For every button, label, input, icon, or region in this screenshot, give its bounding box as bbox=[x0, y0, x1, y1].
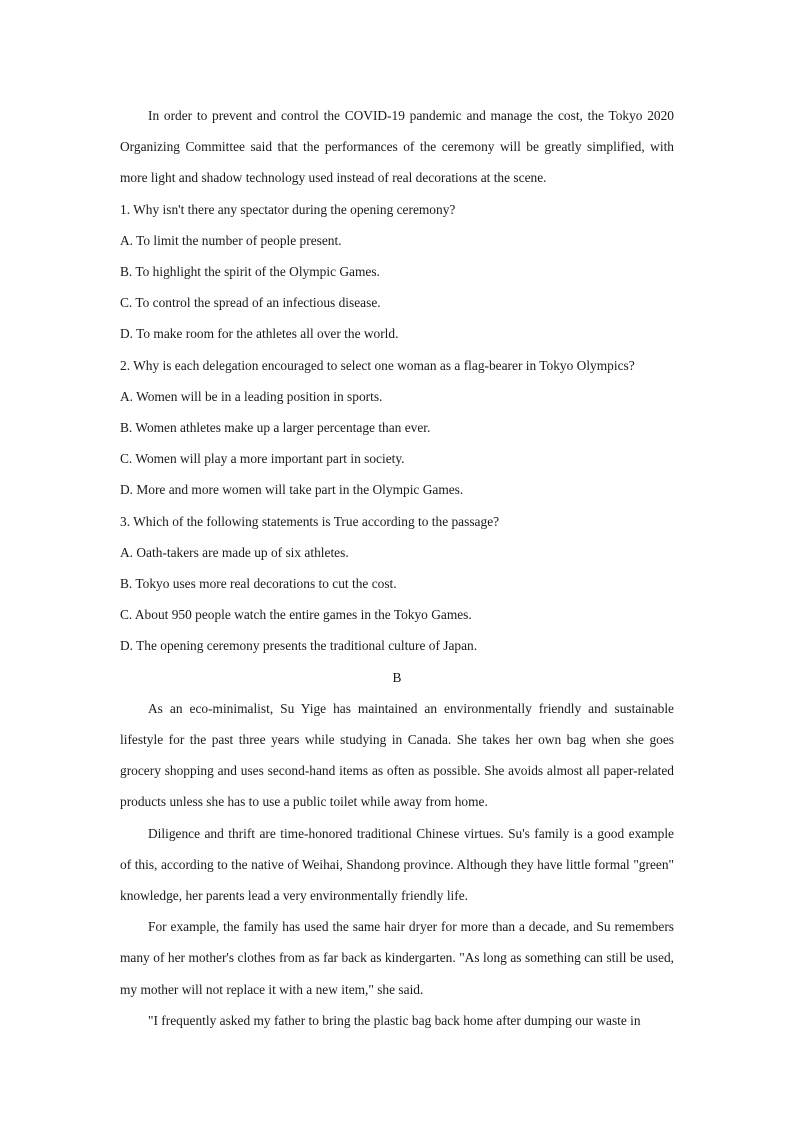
document-body bbox=[120, 100, 674, 1036]
question-option: D. More and more women will take part in the Olympic Games. bbox=[120, 482, 464, 498]
question-option: C. Women will play a more important part in society. bbox=[120, 451, 405, 467]
passage-paragraph: As an eco-minimalist, Su Yige has maintained an environmentally friendly and sustainable lifestyle for the past three years while studying in Canada. She takes her own bag when she goes grocery shopping and uses second-hand items as often as possible. She avoids almost all paper-related products unless she has to use a public toilet while away from home. bbox=[120, 700, 674, 810]
question-option: D. The opening ceremony presents the traditional culture of Japan. bbox=[120, 638, 478, 654]
section-b-heading: B bbox=[392, 669, 402, 685]
question-option: A. Oath-takers are made up of six athletes. bbox=[120, 544, 349, 560]
question-1 bbox=[120, 194, 674, 350]
question-option: C. To control the spread of an infectious disease. bbox=[120, 295, 381, 311]
question-option: B. To highlight the spirit of the Olympic Games. bbox=[120, 264, 380, 280]
question-option: B. Tokyo uses more real decorations to cut the cost. bbox=[120, 576, 397, 592]
passage-paragraph: "I frequently asked my father to bring the plastic bag back home after dumping our waste in bbox=[148, 1012, 641, 1028]
question-stem: 2. Why is each delegation encouraged to select one woman as a flag-bearer in Tokyo Olympics? bbox=[120, 357, 635, 373]
question-stem: 3. Which of the following statements is True according to the passage? bbox=[120, 513, 500, 529]
section-b-passage bbox=[120, 693, 674, 1036]
question-2 bbox=[120, 350, 674, 506]
passage-paragraph: For example, the family has used the same hair dryer for more than a decade, and Su remembers many of her mother's clothes from as far back as kindergarten. "As long as something can still be used, my mother will not replace it with a new item," she said. bbox=[120, 919, 674, 997]
question-option: C. About 950 people watch the entire games in the Tokyo Games. bbox=[120, 607, 472, 623]
question-option: D. To make room for the athletes all over the world. bbox=[120, 326, 399, 342]
question-3 bbox=[120, 506, 674, 662]
question-option: A. To limit the number of people present. bbox=[120, 232, 342, 248]
question-option: A. Women will be in a leading position in sports. bbox=[120, 388, 383, 404]
question-stem: 1. Why isn't there any spectator during the opening ceremony? bbox=[120, 201, 456, 217]
passage-paragraph: Diligence and thrift are time-honored traditional Chinese virtues. Su's family is a good example of this, according to the native of Weihai, Shandong province. Although they have little formal "green" knowledge, her parents lead a very environmentally friendly life. bbox=[120, 825, 674, 904]
question-option: B. Women athletes make up a larger percentage than ever. bbox=[120, 420, 431, 436]
intro-paragraph: In order to prevent and control the COVID-19 pandemic and manage the cost, the Tokyo 2020 Organizing Committee said that the performances of the ceremony will be greatly simplified, with more light and shadow technology used instead of real decorations at the scene. bbox=[120, 108, 674, 186]
